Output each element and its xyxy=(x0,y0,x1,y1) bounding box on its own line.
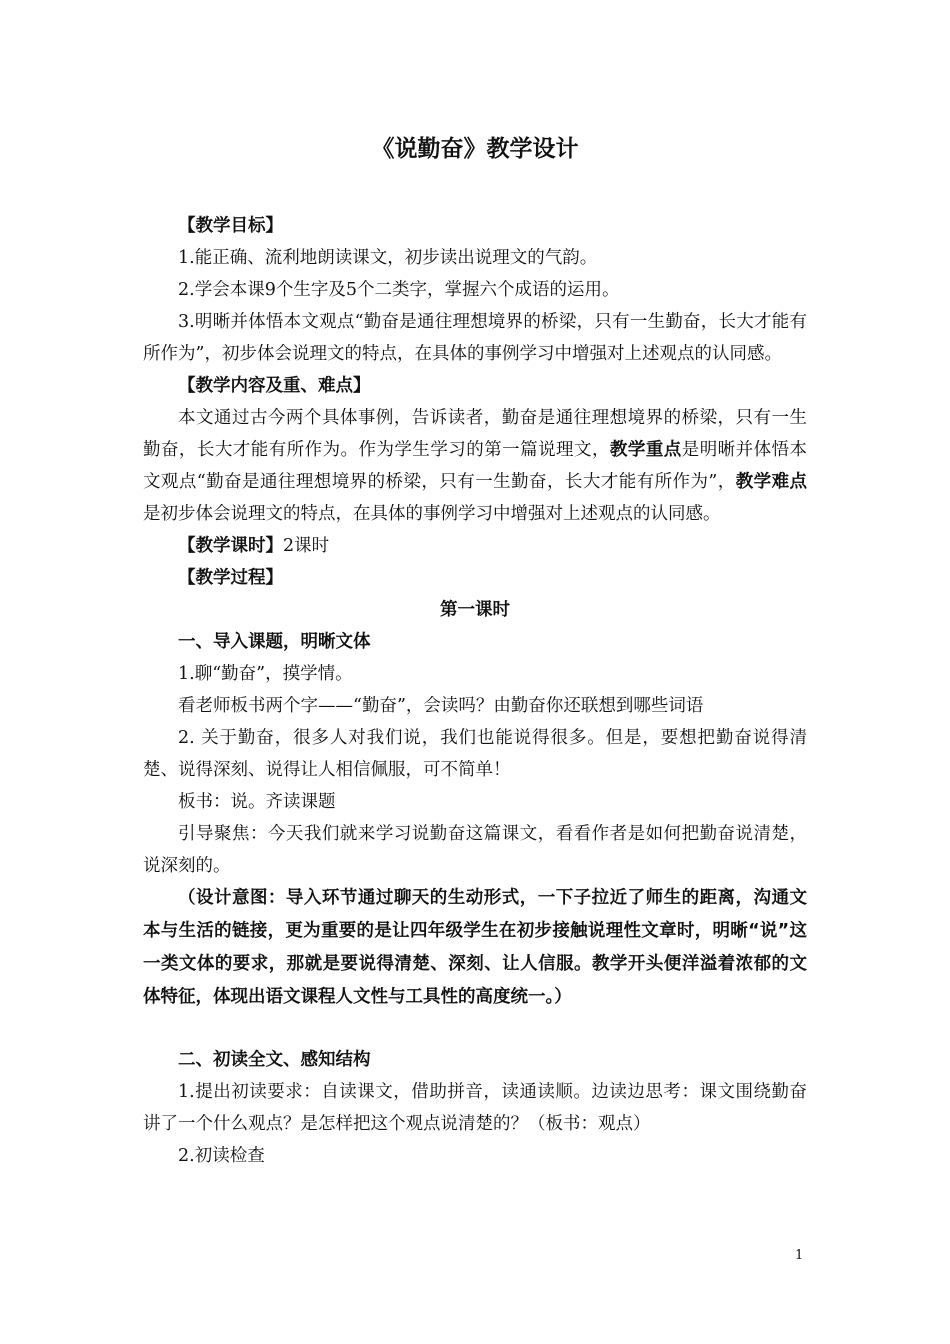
content-text-3: 是初步体会说理文的特点，在具体的事例学习中增强对上述观点的认同感。 xyxy=(143,504,721,524)
content-heading: 【教学内容及重、难点】 xyxy=(178,376,371,396)
page-number: 1 xyxy=(795,1248,804,1263)
design-intent: （设计意图：导入环节通过聊天的生动形式，一下子拉近了师生的距离，沟通文本与生活的链接，更为重要的是让四年级学生在初步接触说理性文章时，明晰“说”这一类文体的要求，那就是要说得清楚、深刻、让人信服。教学开头便洋溢着浓郁的文体特征，体现出语文课程人文性与工具性的高度统一。） xyxy=(143,888,807,1007)
goal-item-3: 3.明晰并体悟本文观点“勤奋是通往理想境界的桥梁，只有一生勤奋，长大才能有所作为”，初步体会说理文的特点，在具体的事例学习中增强对上述观点的认同感。 xyxy=(143,312,807,364)
hours-line xyxy=(143,530,807,562)
hours-heading: 【教学课时】 xyxy=(178,536,283,556)
part1-item-5: 引导聚焦：今天我们就来学习说勤奋这篇课文，看看作者是如何把勤奋说清楚，说深刻的。 xyxy=(143,824,807,876)
part1-heading: 一、导入课题，明晰文体 xyxy=(178,632,371,652)
key-point-label: 教学重点 xyxy=(609,440,682,460)
part2-heading: 二、初读全文、感知结构 xyxy=(178,1050,371,1070)
part2-item-1: 1.提出初读要求：自读课文，借助拼音，读通读顺。边读边思考：课文围绕勤奋讲了一个什么观点？是怎样把这个观点说清楚的？（板书：观点） xyxy=(143,1082,807,1134)
paragraph-gap xyxy=(143,1014,807,1044)
part1-item-1: 1.聊“勤奋”，摸学情。 xyxy=(178,664,353,684)
part1-item-2: 看老师板书两个字——“勤奋”，会读吗？由勤奋你还联想到哪些词语 xyxy=(178,696,704,716)
document-body xyxy=(143,210,807,1172)
process-heading: 【教学过程】 xyxy=(178,568,283,588)
content-text-2: 是明晰并体悟本文观点“勤奋是通往理想境界的桥梁，只有一生勤奋，长大才能有所作为”， xyxy=(143,440,808,492)
part1-item-3: 2. 关于勤奋，很多人对我们说，我们也能说得很多。但是，要想把勤奋说得清楚、说得深刻、说得让人相信佩服，可不简单！ xyxy=(143,728,807,780)
content-text-1: 本文通过古今两个具体事例，告诉读者，勤奋是通往理想境界的桥梁，只有一生勤奋，长大才能有所作为。作为学生学习的第一篇说理文， xyxy=(143,408,807,460)
hours-value: 2课时 xyxy=(283,536,330,556)
goals-heading: 【教学目标】 xyxy=(178,216,283,236)
lesson-heading: 第一课时 xyxy=(440,600,510,620)
document-title: 《说勤奋》教学设计 xyxy=(371,136,579,162)
difficulty-label: 教学难点 xyxy=(735,472,808,492)
goal-item-1: 1.能正确、流利地朗读课文，初步读出说理文的气韵。 xyxy=(178,248,598,268)
part1-item-4: 板书：说。齐读课题 xyxy=(178,792,336,812)
content-paragraph xyxy=(143,402,807,530)
part2-item-2: 2.初读检查 xyxy=(178,1146,265,1166)
goal-item-2: 2.学会本课9个生字及5个二类字，掌握六个成语的运用。 xyxy=(178,280,620,300)
